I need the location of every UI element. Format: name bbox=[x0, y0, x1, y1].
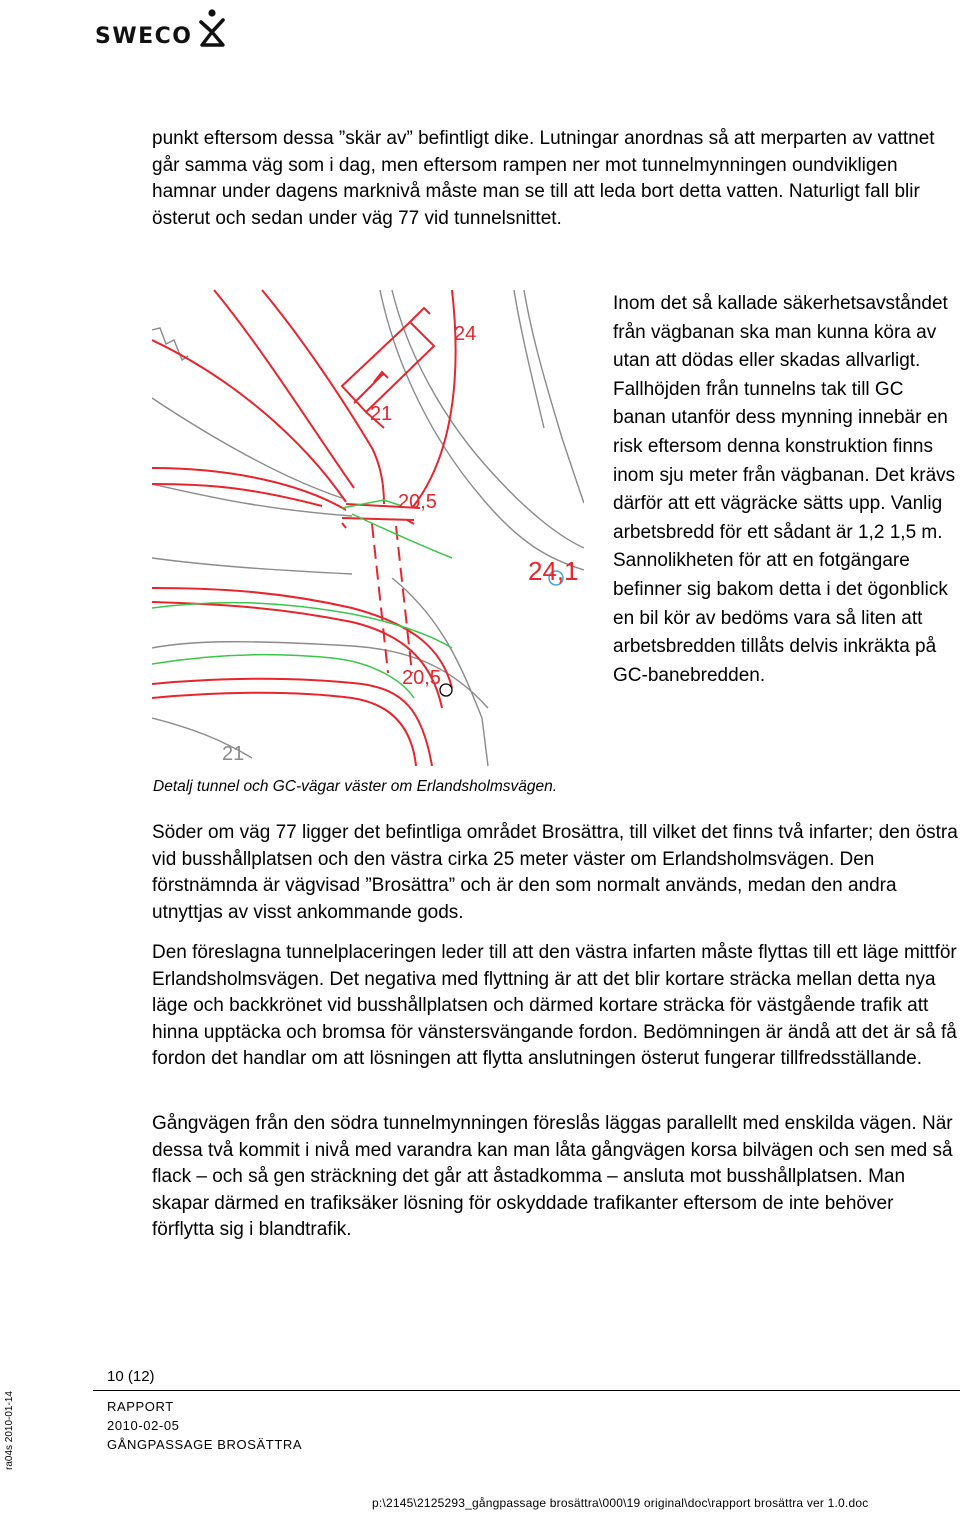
label-24: 24 bbox=[454, 323, 477, 345]
label-21-bottom: 21 bbox=[222, 743, 245, 765]
figure-caption: Detalj tunnel och GC-vägar väster om Erlandsholmsvägen. bbox=[153, 778, 558, 795]
body-paragraph: Den föreslagna tunnelplaceringen leder till att den västra infarten måste flyttas till ett läge mittför Erlandsholmsvägen. Det negativa med flyttning är att det blir kortare sträcka mellan detta nya läge och backkrönet vid busshållplatsen och därmed kortare sträcka för västgående trafik att hinna upptäcka och bromsa för vänstersvängande fordon. Bedömningen är ändå att det är så få fordon det handlar om att lösningen att flytta anslutningen österut fungerar tillfredsställande. bbox=[152, 942, 957, 1069]
logo-text: SWECO bbox=[95, 24, 193, 49]
label-24-1: 24,1 bbox=[528, 556, 579, 586]
page-number: 10 (12) bbox=[107, 1368, 155, 1385]
label-20-5-top: 20,5 bbox=[398, 491, 437, 513]
footer-divider bbox=[93, 1390, 960, 1391]
sweco-logo bbox=[95, 8, 227, 48]
tunnel-detail-drawing bbox=[152, 288, 584, 766]
doc-type: RAPPORT bbox=[107, 1399, 174, 1414]
doc-date: 2010-02-05 bbox=[107, 1418, 180, 1433]
sweco-figure-icon bbox=[197, 8, 227, 48]
body-paragraph: Söder om väg 77 ligger det befintliga området Brosättra, till vilket det finns två infarter; den östra vid busshållplatsen och den västra cirka 25 meter väster om Erlandsholmsvägen. Den förstnämnda är vägvisad ”Brosättra” och är den som normalt används, medan den andra utnyttjas av visst ankommande gods. bbox=[152, 822, 958, 923]
label-20-5-bottom: 20,5 bbox=[402, 667, 441, 689]
label-21-top: 21 bbox=[370, 403, 393, 425]
intro-paragraph: punkt eftersom dessa ”skär av” befintligt dike. Lutningar anordnas så att merparten av vattnet går samma väg som i dag, men eftersom rampen ner mot tunnelmynningen oundvikligen hamnar under dagens marknivå måste man se till att leda bort detta vatten. Naturligt fall blir österut och sedan under väg 77 vid tunnelsnittet. bbox=[152, 128, 935, 229]
body-paragraph: Gångvägen från den södra tunnelmynningen föreslås läggas parallellt med enskilda vägen. När dessa två kommit i nivå med varandra kan man låta gångvägen korsa bilvägen och sen med så flack – och så gen sträckning det går att åstadkomma – ansluta mot busshållplatsen. Man skapar därmed en trafiksäker lösning för oskyddade trafikanter eftersom de inte behöver förflytta sig i blandtrafik. bbox=[152, 1113, 953, 1240]
doc-title: GÅNGPASSAGE BROSÄTTRA bbox=[107, 1437, 303, 1452]
side-text: Inom det så kallade säkerhetsavståndet från vägbanan ska man kunna köra av utan att dödas eller skadas allvarligt. Fallhöjden från tunnelns tak till GC banan utanför dess mynning innebär en risk eftersom denna konstruktion finns inom sju meter från vägbanan. Det krävs därför att ett vägräcke sätts upp. Vanlig arbetsbredd för ett sådant är 1,2 1,5 m. Sannolikheten för att en fotgängare befinner sig bakom detta i det ögonblick en bil kör av bedöms vara så liten att arbetsbredden tillåts delvis inkräkta på GC-banebredden. bbox=[613, 293, 956, 686]
file-path: p:\2145\2125293_gångpassage brosättra\000\19 original\doc\rapport brosättra ver 1.0.doc bbox=[372, 1496, 869, 1510]
template-code: ra04s 2010-01-14 bbox=[4, 1391, 15, 1470]
